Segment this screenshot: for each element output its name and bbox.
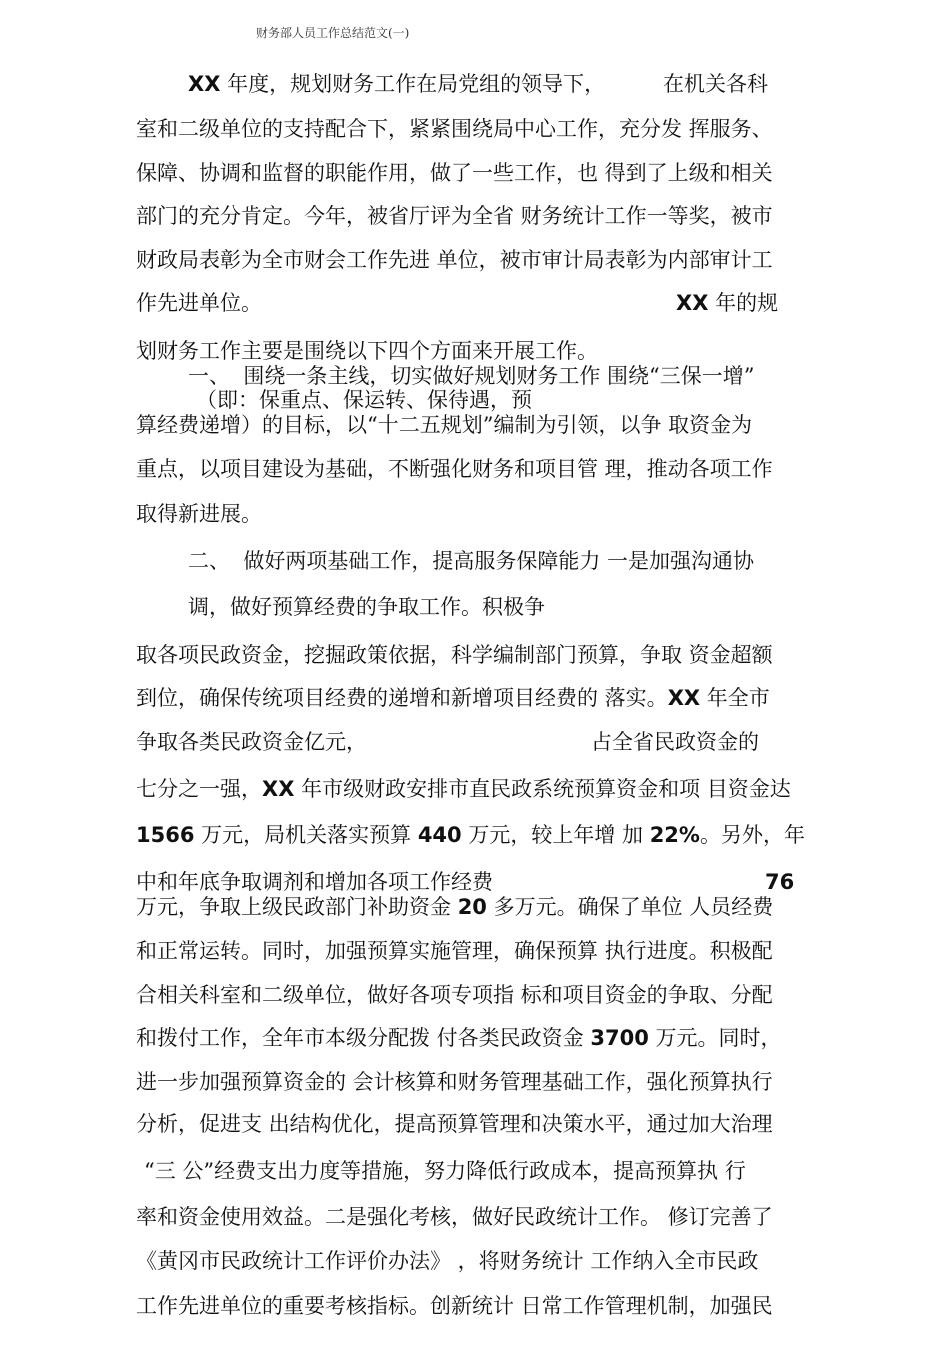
text-segment: 财政局表彰为全市财会工作先进 单位，被市审计局表彰为内部审计工	[136, 248, 773, 272]
text-line	[188, 551, 754, 572]
text-line	[765, 872, 794, 893]
text-segment: 取各项民政资金，挖掘政策依据，科学编制部门预算，争取 资金超额	[136, 643, 773, 667]
text-segment: 工作先进单位的重要考核指标。创新统计 日常工作管理机制，加强民	[136, 1294, 773, 1318]
text-segment: （即：保重点、保运转、保待遇，预	[196, 388, 532, 412]
text-segment: 万元。同时，	[648, 1026, 782, 1050]
text-line	[136, 985, 773, 1006]
text-line	[136, 872, 493, 893]
number-token: 440	[417, 823, 462, 847]
text-segment: 万元，局机关落实预算	[194, 823, 418, 847]
text-segment: 七分之一强，	[136, 777, 262, 801]
text-segment: 中和年底争取调剂和增加各项工作经费	[136, 870, 493, 894]
number-token: 3700	[590, 1026, 649, 1050]
text-segment: 年度，规划财务工作在局党组的领导下，	[220, 72, 606, 96]
text-segment: 二、 做好两项基础工作，提高服务保障能力 一是加强沟通协	[188, 549, 755, 573]
number-token: 20	[457, 895, 487, 919]
text-segment: “三 公”经费支出力度等措施，努力降低行政成本，提高预算执 行	[144, 1159, 746, 1183]
text-line	[136, 825, 805, 846]
text-segment: 《黄冈市民政统计工作评价办法》 ，将财务统计 工作纳入全市民政	[136, 1249, 759, 1273]
text-line	[136, 1072, 773, 1093]
text-line	[136, 779, 791, 800]
page-header: 财务部人员工作总结范文(一)	[256, 26, 410, 40]
text-line	[136, 459, 773, 480]
text-line	[196, 390, 532, 411]
text-line	[136, 1296, 773, 1317]
text-line	[136, 1251, 758, 1272]
text-line	[144, 1161, 746, 1182]
text-line	[136, 1207, 773, 1228]
text-segment: 算经费递增）的目标，以“十二五规划”编制为引领，以争 取资金为	[136, 413, 753, 437]
text-segment: 年的规	[708, 291, 779, 315]
text-segment: 到位，确保传统项目经费的递增和新增项目经费的 落实。	[136, 686, 668, 710]
text-segment: 合相关科室和二级单位，做好各项专项指 标和项目资金的争取、分配	[136, 983, 773, 1007]
text-segment: 室和二级单位的支持配合下，紧紧围绕局中心工作，充分发 挥服务、	[136, 117, 773, 141]
text-segment: 率和资金使用效益。二是强化考核，做好民政统计工作。 修订完善了	[136, 1205, 773, 1229]
text-segment: 争取各类民政资金亿元，	[136, 730, 367, 754]
text-line	[136, 1114, 773, 1135]
text-segment: 在机关各科	[663, 72, 768, 96]
text-line	[136, 341, 598, 362]
text-segment: 万元，较上年增 加	[461, 823, 650, 847]
text-line	[136, 293, 262, 314]
text-segment: 调，做好预算经费的争取工作。积极争	[188, 595, 545, 619]
text-segment: 多万元。确保了单位 人员经费	[486, 895, 774, 919]
text-line	[591, 732, 759, 753]
text-segment: 年全市	[700, 686, 770, 710]
number-token: XX	[667, 686, 701, 710]
text-line	[136, 688, 770, 709]
number-token: 76	[765, 870, 795, 894]
text-segment: 年市级财政安排市直民政系统预算资金和项 目资金达	[294, 777, 791, 801]
text-segment: 取得新进展。	[136, 502, 262, 526]
text-segment: 和正常运转。同时，加强预算实施管理，确保预算 执行进度。积极配	[136, 939, 773, 963]
text-line	[136, 941, 773, 962]
text-line	[136, 504, 262, 525]
text-line	[136, 119, 773, 140]
text-line	[136, 732, 367, 753]
text-line	[663, 74, 768, 95]
text-segment: 。另外，年	[699, 823, 805, 847]
text-line	[136, 250, 773, 271]
text-segment: 占全省民政资金的	[591, 730, 759, 754]
text-line	[136, 206, 773, 227]
text-line	[188, 597, 545, 618]
number-token: 1566	[136, 823, 195, 847]
text-line	[136, 415, 752, 436]
text-segment: 作先进单位。	[136, 291, 262, 315]
number-token: 22%	[649, 823, 700, 847]
text-segment: 万元，争取上级民政部门补助资金	[136, 895, 458, 919]
text-line	[188, 74, 605, 95]
text-segment: 部门的充分肯定。今年，被省厅评为全省 财务统计工作一等奖，被市	[136, 204, 773, 228]
text-segment: 保障、协调和监督的职能作用，做了一些工作，也 得到了上级和相关	[136, 161, 773, 185]
text-line	[676, 293, 778, 314]
text-segment: 进一步加强预算资金的 会计核算和财务管理基础工作，强化预算执行	[136, 1070, 773, 1094]
number-token: XX	[188, 72, 221, 96]
text-line	[136, 897, 773, 918]
text-segment: 分析，促进支 出结构优化，提高预算管理和决策水平，通过加大治理	[136, 1112, 773, 1136]
text-segment: 一、 围绕一条主线，切实做好规划财务工作 围绕“三保一增”	[188, 364, 755, 388]
text-segment: 划财务工作主要是围绕以下四个方面来开展工作。	[136, 339, 598, 363]
text-segment: 和拨付工作，全年市本级分配拨 付各类民政资金	[136, 1026, 591, 1050]
text-line	[188, 366, 755, 387]
text-line	[136, 645, 773, 666]
text-segment: 重点，以项目建设为基础，不断强化财务和项目管 理，推动各项工作	[136, 457, 773, 481]
number-token: XX	[676, 291, 709, 315]
number-token: XX	[262, 777, 295, 801]
text-line	[136, 163, 773, 184]
text-line	[136, 1028, 782, 1049]
